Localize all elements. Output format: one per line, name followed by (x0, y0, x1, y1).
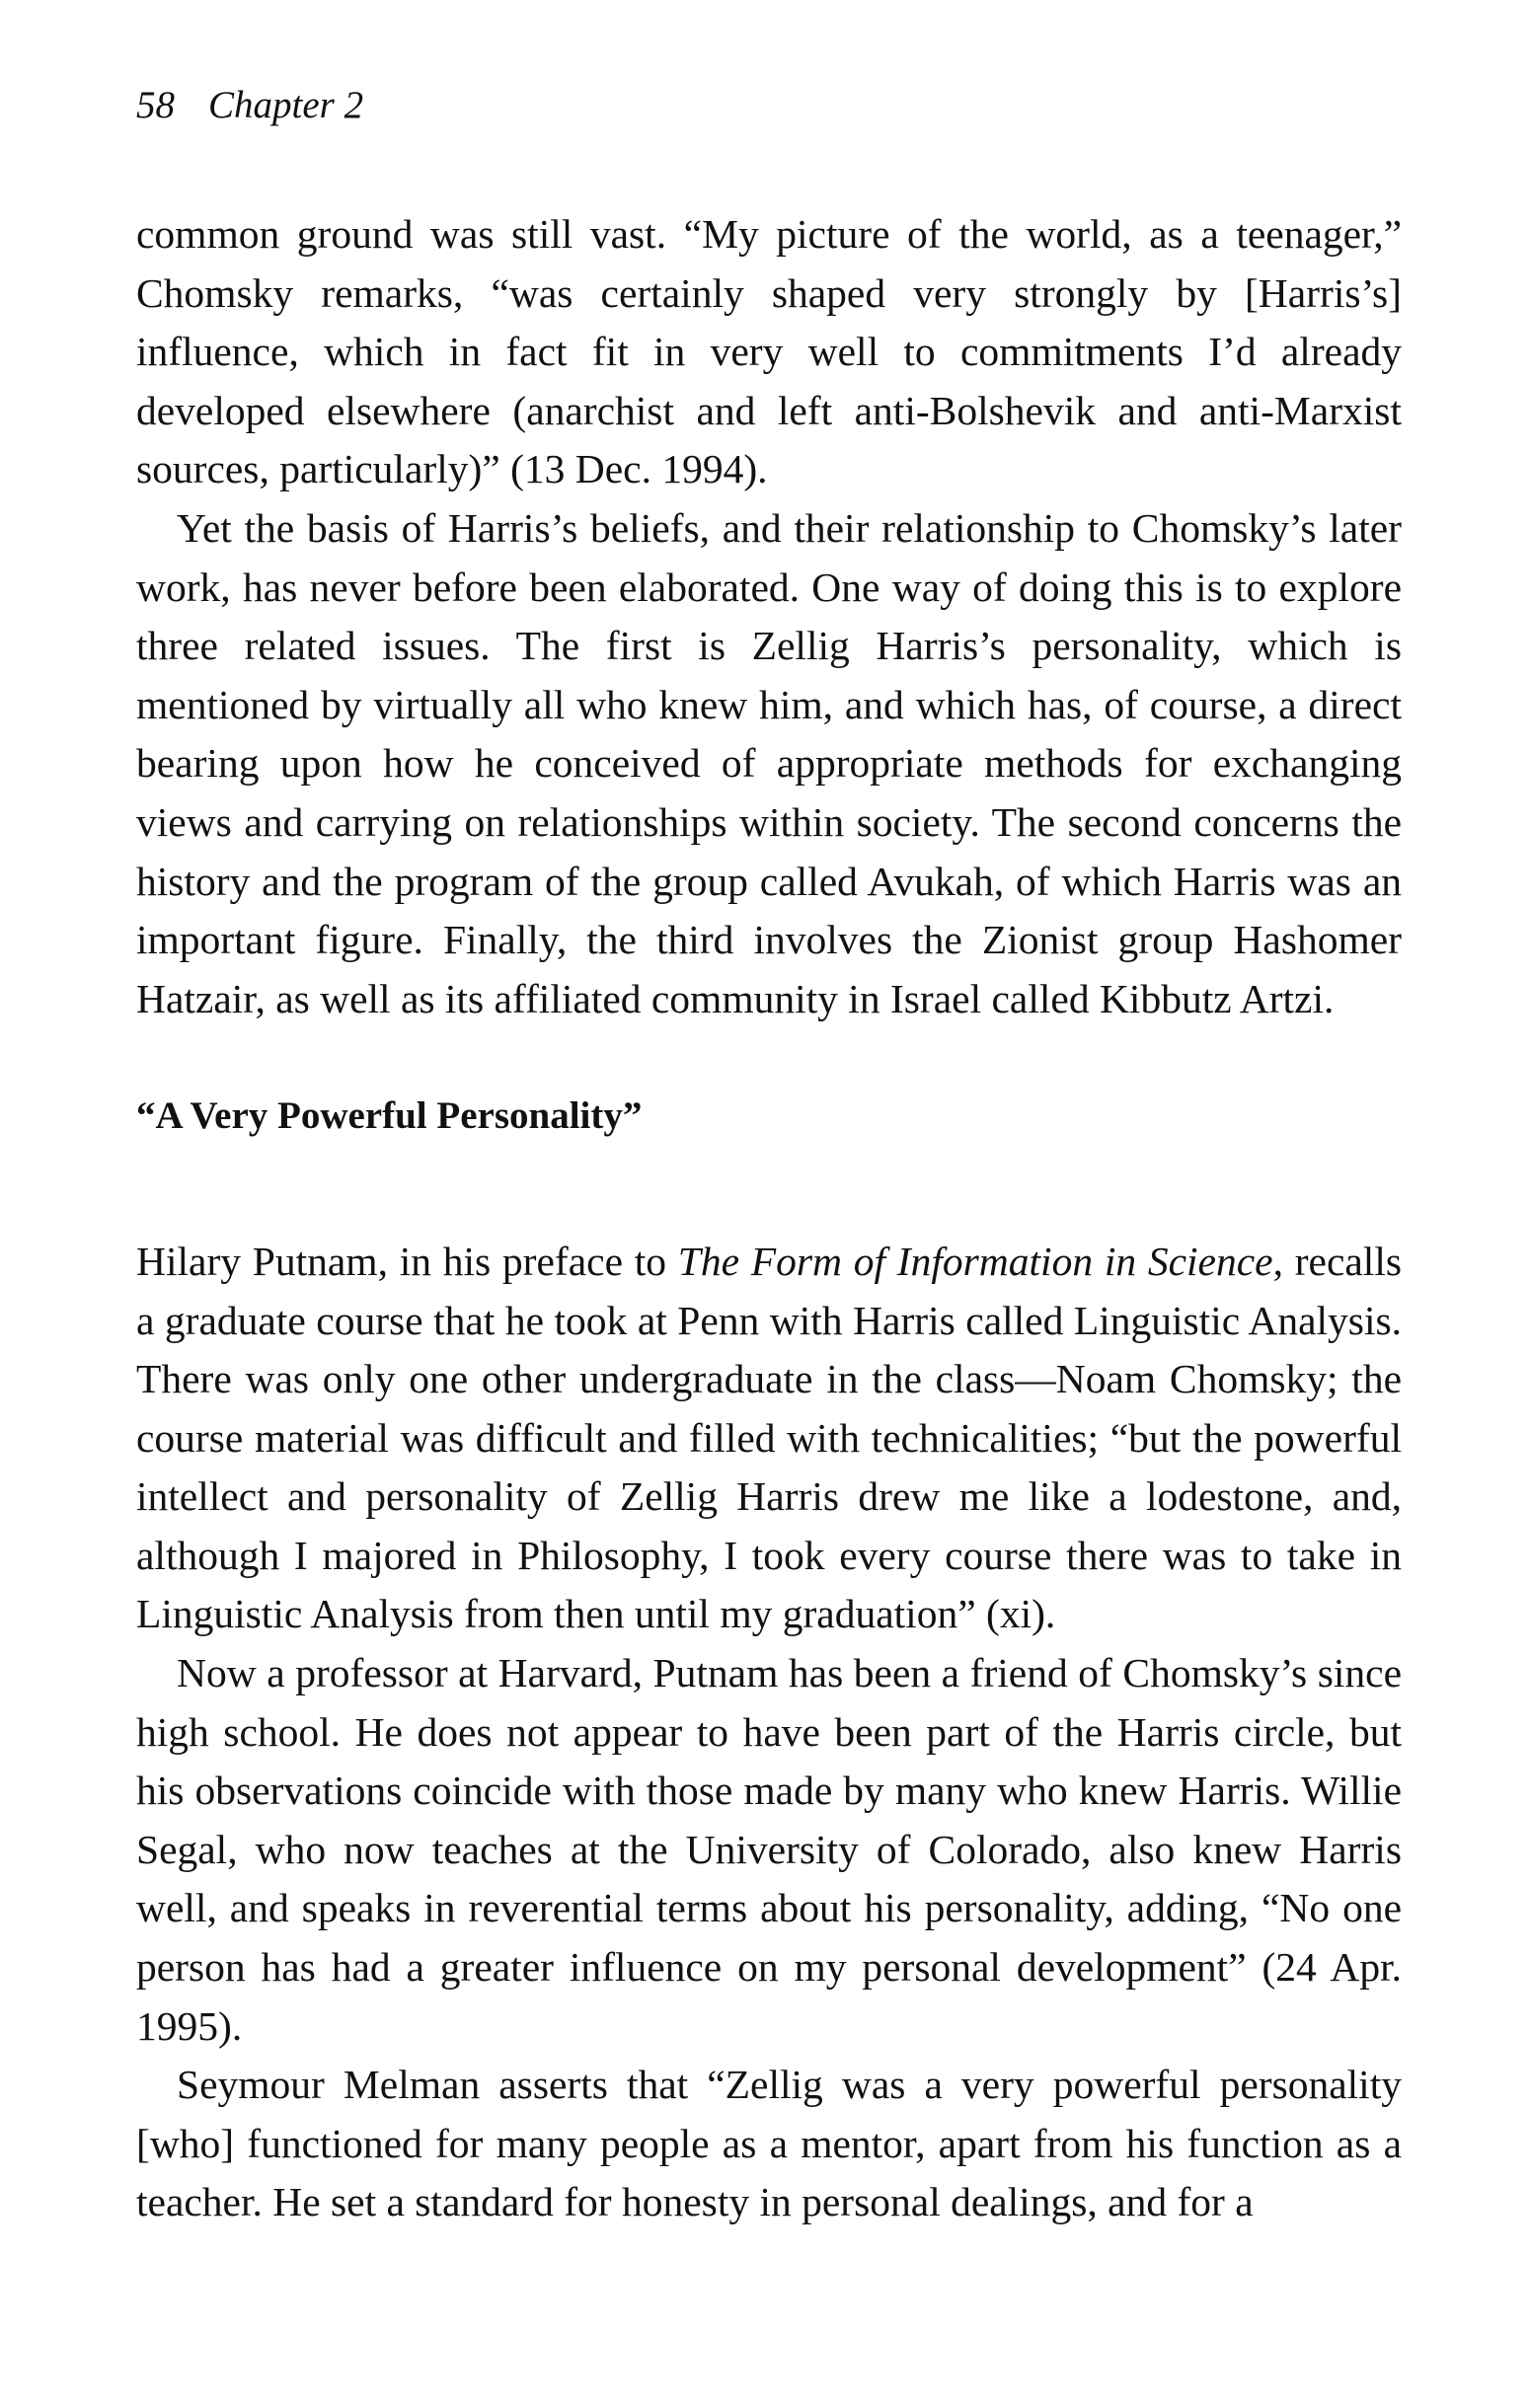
paragraph-three-issues: Yet the basis of Harris’s beliefs, and their relationship to Chomsky’s later work, has never before been elaborated. One way of doing this is to explore three related issues. The first is Zellig Harris’s personality, which is mentioned by virtually all who knew him, and which has, of course, a direct bearing upon how he conceived of appropriate methods for exchanging views and carrying on relationships within society. The second concerns the history and the program of the group called Avukah, of which Harris was an important figure. Finally, the third involves the Zionist group Hashomer Hatzair, as well as its affiliated community in Israel called Kibbutz Artzi. (136, 504, 1402, 1021)
section-heading: “A Very Powerful Personality” (136, 1094, 643, 1138)
book-title: The Form of Information in Science (677, 1238, 1273, 1284)
putnam-text-before-title: Hilary Putnam, in his preface to (136, 1238, 678, 1284)
running-head (136, 81, 363, 130)
paragraph-continuation: common ground was still vast. “My picture of the world, as a teenager,” Chomsky remarks, “was certainly shaped very strongly by [Harris’s] influence, which in fact fit in very well to commitments I’d already developed elsewhere (anarchist and left anti-Bolshevik and anti-Marxist sources, particularly)” (13 Dec. 1994). (136, 211, 1402, 492)
paragraph-putnam-harvard: Now a professor at Harvard, Putnam has been a friend of Chomsky’s since high school. He does not appear to have been part of the Harris circle, but his observations coincide with those made by many who knew Harris. Willie Segal, who now teaches at the University of Colorado, also knew Harris well, and speaks in reverential terms about his personality, adding, “No one person has had a greater influence on my personal development” (24 Apr. 1995). (136, 1650, 1402, 2049)
paragraph-putnam (136, 1233, 1402, 1644)
putnam-text-after-title: , recalls a graduate course that he took at Penn with Harris called Linguistic Analysis. There was only one other undergraduate in the class—Noam Chomsky; the course material was difficult and filled with technicalities; “but the powerful intellect and personality of Zellig Harris drew me like a lodestone, and, although I majored in Philosophy, I took every course there was to take in Linguistic Analysis from then until my graduation” (xi). (136, 1238, 1402, 1637)
page-number: 58 (136, 84, 175, 126)
body-text (136, 205, 1402, 2232)
chapter-label: Chapter 2 (208, 84, 364, 126)
paragraph-melman: Seymour Melman asserts that “Zellig was a very powerful personality [who] functioned for many people as a mentor, apart from his function as a teacher. He set a standard for honesty in personal dealings, and for a (136, 2062, 1402, 2225)
